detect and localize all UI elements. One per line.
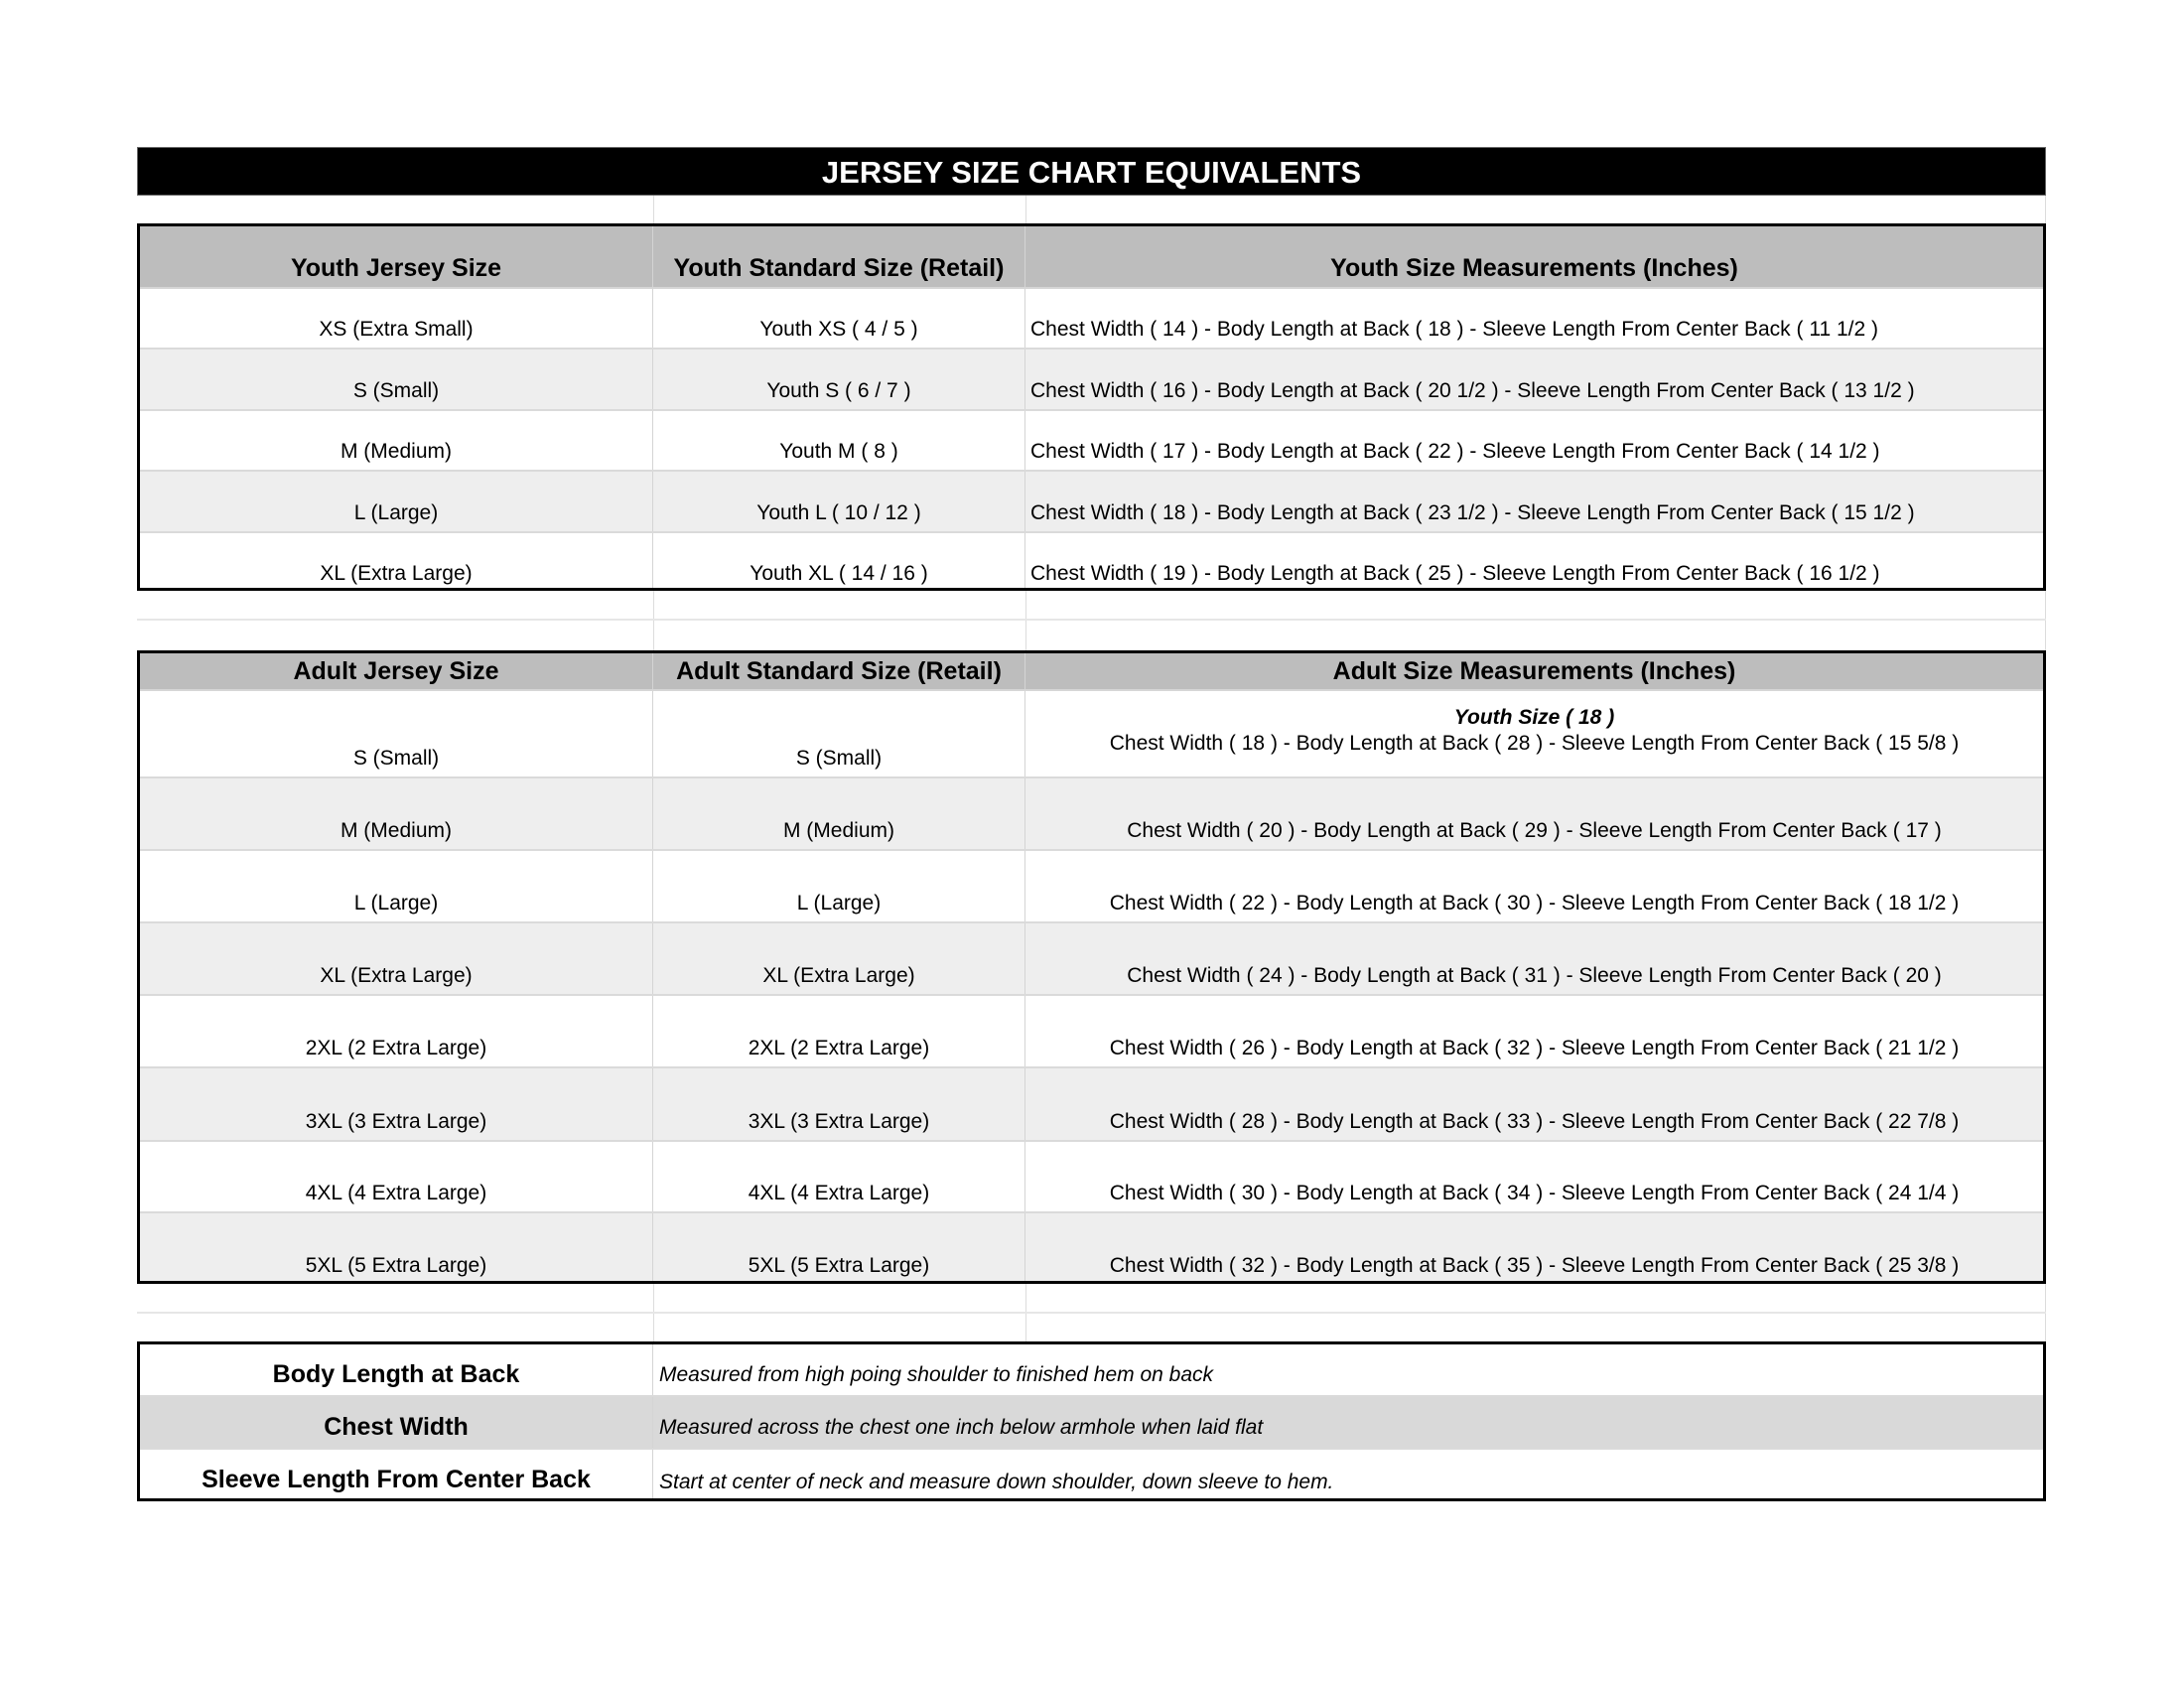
table-row	[140, 533, 2043, 588]
standard-size-cell: 5XL (5 Extra Large)	[653, 1213, 1025, 1281]
standard-size-cell: XL (Extra Large)	[653, 923, 1025, 994]
standard-size-cell: L (Large)	[653, 851, 1025, 921]
jersey-size-cell: M (Medium)	[140, 411, 653, 470]
jersey-size-cell: 2XL (2 Extra Large)	[140, 996, 653, 1066]
table-row	[140, 289, 2043, 350]
standard-size-cell: 3XL (3 Extra Large)	[653, 1068, 1025, 1140]
youth-size-note: Youth Size ( 18 )	[1453, 706, 1615, 729]
definition-description: Measured across the chest one inch below armhole when laid flat	[659, 1416, 1264, 1439]
measurements-cell: Chest Width ( 26 ) - Body Length at Back ( 32 ) - Sleeve Length From Center Back ( 21 1/2 )	[1109, 1037, 1960, 1059]
column-header-youth-measurements: Youth Size Measurements (Inches)	[1330, 254, 1738, 282]
table-row	[140, 778, 2043, 851]
jersey-size-cell: 3XL (3 Extra Large)	[140, 1068, 653, 1140]
table-row	[140, 472, 2043, 533]
jersey-size-cell: S (Small)	[140, 350, 653, 409]
measurements-cell: Chest Width ( 19 ) - Body Length at Back ( 25 ) - Sleeve Length From Center Back ( 16 1/2 )	[1030, 562, 1880, 585]
table-row	[140, 923, 2043, 996]
measurements-cell: Chest Width ( 22 ) - Body Length at Back ( 30 ) - Sleeve Length From Center Back ( 18 1/2 )	[1109, 892, 1960, 914]
table-row	[140, 851, 2043, 923]
definition-row	[140, 1450, 2043, 1498]
youth-size-table	[137, 223, 2046, 591]
standard-size-cell: S (Small)	[653, 691, 1025, 776]
jersey-size-cell: L (Large)	[140, 851, 653, 921]
table-row	[140, 1142, 2043, 1213]
table-row	[140, 350, 2043, 411]
column-header-adult-standard-size: Adult Standard Size (Retail)	[653, 653, 1025, 689]
spacer-row	[137, 591, 2046, 621]
jersey-size-cell: 5XL (5 Extra Large)	[140, 1213, 653, 1281]
measurements-cell: Chest Width ( 14 ) - Body Length at Back ( 18 ) - Sleeve Length From Center Back ( 11 1/2 )	[1030, 318, 1878, 341]
jersey-size-cell: S (Small)	[140, 691, 653, 776]
measurements-text: Chest Width ( 18 ) - Body Length at Back ( 28 ) - Sleeve Length From Center Back ( 15 5/8 )	[1109, 732, 1960, 755]
definition-term: Sleeve Length From Center Back	[140, 1450, 653, 1498]
measurements-cell: Chest Width ( 16 ) - Body Length at Back ( 20 1/2 ) - Sleeve Length From Center Back ( 13 1/2 )	[1030, 379, 1915, 402]
table-row	[140, 1213, 2043, 1281]
table-row	[140, 691, 2043, 778]
measurements-cell: Chest Width ( 18 ) - Body Length at Back ( 23 1/2 ) - Sleeve Length From Center Back ( 15 1/2 )	[1030, 501, 1915, 524]
measurement-definitions-table	[137, 1341, 2046, 1501]
standard-size-cell: 2XL (2 Extra Large)	[653, 996, 1025, 1066]
measurements-cell: Chest Width ( 20 ) - Body Length at Back ( 29 ) - Sleeve Length From Center Back ( 17 )	[1127, 819, 1942, 842]
youth-table-header	[140, 226, 2043, 289]
jersey-size-cell: XL (Extra Large)	[140, 923, 653, 994]
definition-description: Measured from high poing shoulder to finished hem on back	[659, 1363, 1213, 1386]
table-row	[140, 1068, 2043, 1142]
measurements-cell	[1025, 691, 2043, 776]
table-row	[140, 996, 2043, 1068]
definition-description: Start at center of neck and measure down shoulder, down sleeve to hem.	[659, 1471, 1334, 1493]
measurements-cell: Chest Width ( 30 ) - Body Length at Back ( 34 ) - Sleeve Length From Center Back ( 24 1/4 )	[1109, 1182, 1960, 1204]
standard-size-cell: Youth M ( 8 )	[653, 411, 1025, 470]
definition-term: Chest Width	[140, 1397, 653, 1448]
definition-row	[140, 1397, 2043, 1450]
measurements-cell: Chest Width ( 32 ) - Body Length at Back ( 35 ) - Sleeve Length From Center Back ( 25 3/8 )	[1109, 1254, 1960, 1277]
table-row	[140, 411, 2043, 472]
column-header-adult-measurements: Adult Size Measurements (Inches)	[1332, 657, 1736, 685]
spacer-row	[137, 1314, 2046, 1341]
standard-size-cell: 4XL (4 Extra Large)	[653, 1142, 1025, 1211]
measurements-cell: Chest Width ( 24 ) - Body Length at Back ( 31 ) - Sleeve Length From Center Back ( 20 )	[1127, 964, 1942, 987]
standard-size-cell: Youth XL ( 14 / 16 )	[653, 533, 1025, 588]
column-header-youth-standard-size: Youth Standard Size (Retail)	[653, 226, 1025, 287]
standard-size-cell: Youth L ( 10 / 12 )	[653, 472, 1025, 531]
measurements-cell: Chest Width ( 17 ) - Body Length at Back ( 22 ) - Sleeve Length From Center Back ( 14 1/2 )	[1030, 440, 1880, 463]
column-header-adult-jersey-size: Adult Jersey Size	[140, 653, 653, 689]
jersey-size-cell: XL (Extra Large)	[140, 533, 653, 588]
adult-size-table	[137, 650, 2046, 1284]
adult-table-header	[140, 653, 2043, 691]
definition-term: Body Length at Back	[140, 1344, 653, 1395]
page-title: JERSEY SIZE CHART EQUIVALENTS	[137, 147, 2046, 196]
standard-size-cell: Youth XS ( 4 / 5 )	[653, 289, 1025, 348]
definition-row	[140, 1344, 2043, 1397]
jersey-size-cell: 4XL (4 Extra Large)	[140, 1142, 653, 1211]
standard-size-cell: Youth S ( 6 / 7 )	[653, 350, 1025, 409]
column-header-youth-jersey-size: Youth Jersey Size	[140, 226, 653, 287]
spacer-row	[137, 1284, 2046, 1314]
standard-size-cell: M (Medium)	[653, 778, 1025, 849]
spacer-row	[137, 621, 2046, 650]
measurements-cell: Chest Width ( 28 ) - Body Length at Back ( 33 ) - Sleeve Length From Center Back ( 22 7/8 )	[1109, 1110, 1960, 1133]
jersey-size-cell: M (Medium)	[140, 778, 653, 849]
jersey-size-cell: L (Large)	[140, 472, 653, 531]
jersey-size-cell: XS (Extra Small)	[140, 289, 653, 348]
spacer-row	[137, 196, 2046, 223]
